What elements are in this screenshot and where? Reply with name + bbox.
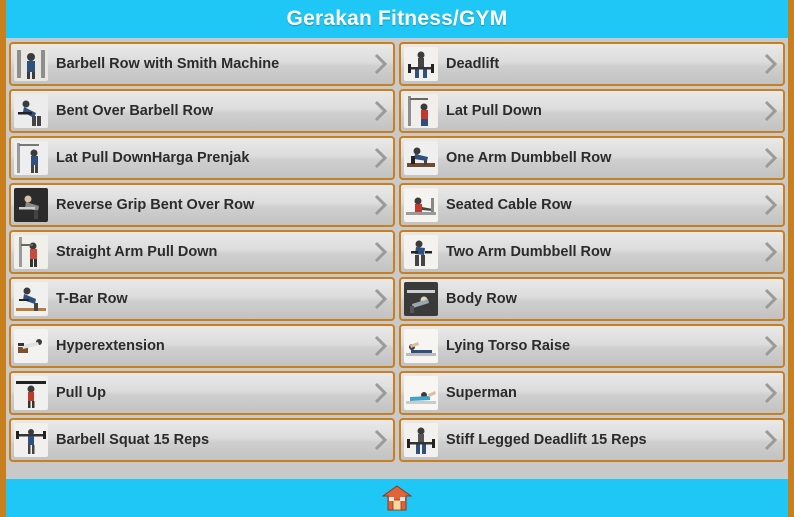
- chevron-right-icon[interactable]: [763, 100, 777, 122]
- chevron-right-icon[interactable]: [763, 335, 777, 357]
- list-item[interactable]: [399, 324, 785, 368]
- exercise-thumbnail-icon: [404, 282, 438, 316]
- list-item-label: T-Bar Row: [56, 291, 128, 307]
- chevron-right-icon[interactable]: [763, 147, 777, 169]
- exercise-thumbnail-icon: [404, 423, 438, 457]
- exercise-thumbnail-icon: [14, 94, 48, 128]
- list-item[interactable]: [9, 183, 395, 227]
- list-row: [9, 277, 785, 321]
- list-item[interactable]: [9, 277, 395, 321]
- chevron-right-icon[interactable]: [763, 53, 777, 75]
- exercise-thumbnail-icon: [14, 423, 48, 457]
- list-item-label: Two Arm Dumbbell Row: [446, 244, 612, 260]
- list-item-label: Hyperextension: [56, 338, 165, 354]
- chevron-right-icon[interactable]: [373, 241, 387, 263]
- list-item[interactable]: [399, 42, 785, 86]
- exercise-thumbnail-icon: [404, 376, 438, 410]
- chevron-right-icon[interactable]: [373, 53, 387, 75]
- exercise-thumbnail-icon: [14, 376, 48, 410]
- list-item[interactable]: [399, 89, 785, 133]
- exercise-thumbnail-icon: [404, 47, 438, 81]
- chevron-right-icon[interactable]: [373, 100, 387, 122]
- list-item-label: Pull Up: [56, 385, 106, 401]
- list-item[interactable]: [399, 371, 785, 415]
- chevron-right-icon[interactable]: [763, 429, 777, 451]
- chevron-right-icon[interactable]: [373, 194, 387, 216]
- list-item-label: Lat Pull Down: [446, 103, 542, 119]
- list-item[interactable]: [399, 183, 785, 227]
- list-item-label: Bent Over Barbell Row: [56, 103, 214, 119]
- list-item-label: Stiff Legged Deadlift 15 Reps: [446, 432, 647, 448]
- page-title: Gerakan Fitness/GYM: [286, 7, 508, 30]
- chevron-right-icon[interactable]: [763, 194, 777, 216]
- chevron-right-icon[interactable]: [373, 147, 387, 169]
- list-item[interactable]: [399, 277, 785, 321]
- list-item-label: Superman: [446, 385, 517, 401]
- list-row: [9, 324, 785, 368]
- list-item-label: Reverse Grip Bent Over Row: [56, 197, 255, 213]
- exercise-list: [6, 38, 788, 479]
- list-row: [9, 230, 785, 274]
- home-icon[interactable]: [382, 484, 412, 512]
- list-row: [9, 42, 785, 86]
- footer-bar: [6, 479, 788, 517]
- list-item-label: One Arm Dumbbell Row: [446, 150, 612, 166]
- exercise-thumbnail-icon: [14, 188, 48, 222]
- exercise-thumbnail-icon: [14, 141, 48, 175]
- title-bar: [6, 0, 788, 38]
- list-item[interactable]: [9, 324, 395, 368]
- list-item[interactable]: [9, 371, 395, 415]
- list-item[interactable]: [399, 418, 785, 462]
- list-item-label: Lat Pull DownHarga Prenjak: [56, 150, 250, 166]
- chevron-right-icon[interactable]: [373, 382, 387, 404]
- list-item[interactable]: [9, 418, 395, 462]
- list-item[interactable]: [9, 136, 395, 180]
- exercise-thumbnail-icon: [404, 141, 438, 175]
- chevron-right-icon[interactable]: [373, 288, 387, 310]
- chevron-right-icon[interactable]: [373, 429, 387, 451]
- list-item-label: Straight Arm Pull Down: [56, 244, 218, 260]
- exercise-thumbnail-icon: [14, 282, 48, 316]
- chevron-right-icon[interactable]: [763, 288, 777, 310]
- list-item[interactable]: [399, 136, 785, 180]
- list-item-label: Barbell Row with Smith Machine: [56, 56, 280, 72]
- exercise-thumbnail-icon: [404, 94, 438, 128]
- list-item-label: Deadlift: [446, 56, 500, 72]
- list-row: [9, 371, 785, 415]
- exercise-thumbnail-icon: [404, 188, 438, 222]
- list-item[interactable]: [9, 230, 395, 274]
- list-item[interactable]: [9, 42, 395, 86]
- list-row: [9, 136, 785, 180]
- list-item-label: Barbell Squat 15 Reps: [56, 432, 210, 448]
- list-item-label: Body Row: [446, 291, 517, 307]
- chevron-right-icon[interactable]: [763, 241, 777, 263]
- list-item[interactable]: [9, 89, 395, 133]
- exercise-thumbnail-icon: [14, 235, 48, 269]
- chevron-right-icon[interactable]: [763, 382, 777, 404]
- list-item[interactable]: [399, 230, 785, 274]
- list-item-label: Lying Torso Raise: [446, 338, 571, 354]
- list-row: [9, 89, 785, 133]
- exercise-thumbnail-icon: [404, 235, 438, 269]
- list-row: [9, 183, 785, 227]
- exercise-thumbnail-icon: [404, 329, 438, 363]
- list-row: [9, 418, 785, 462]
- chevron-right-icon[interactable]: [373, 335, 387, 357]
- exercise-thumbnail-icon: [14, 329, 48, 363]
- list-item-label: Seated Cable Row: [446, 197, 572, 213]
- exercise-thumbnail-icon: [14, 47, 48, 81]
